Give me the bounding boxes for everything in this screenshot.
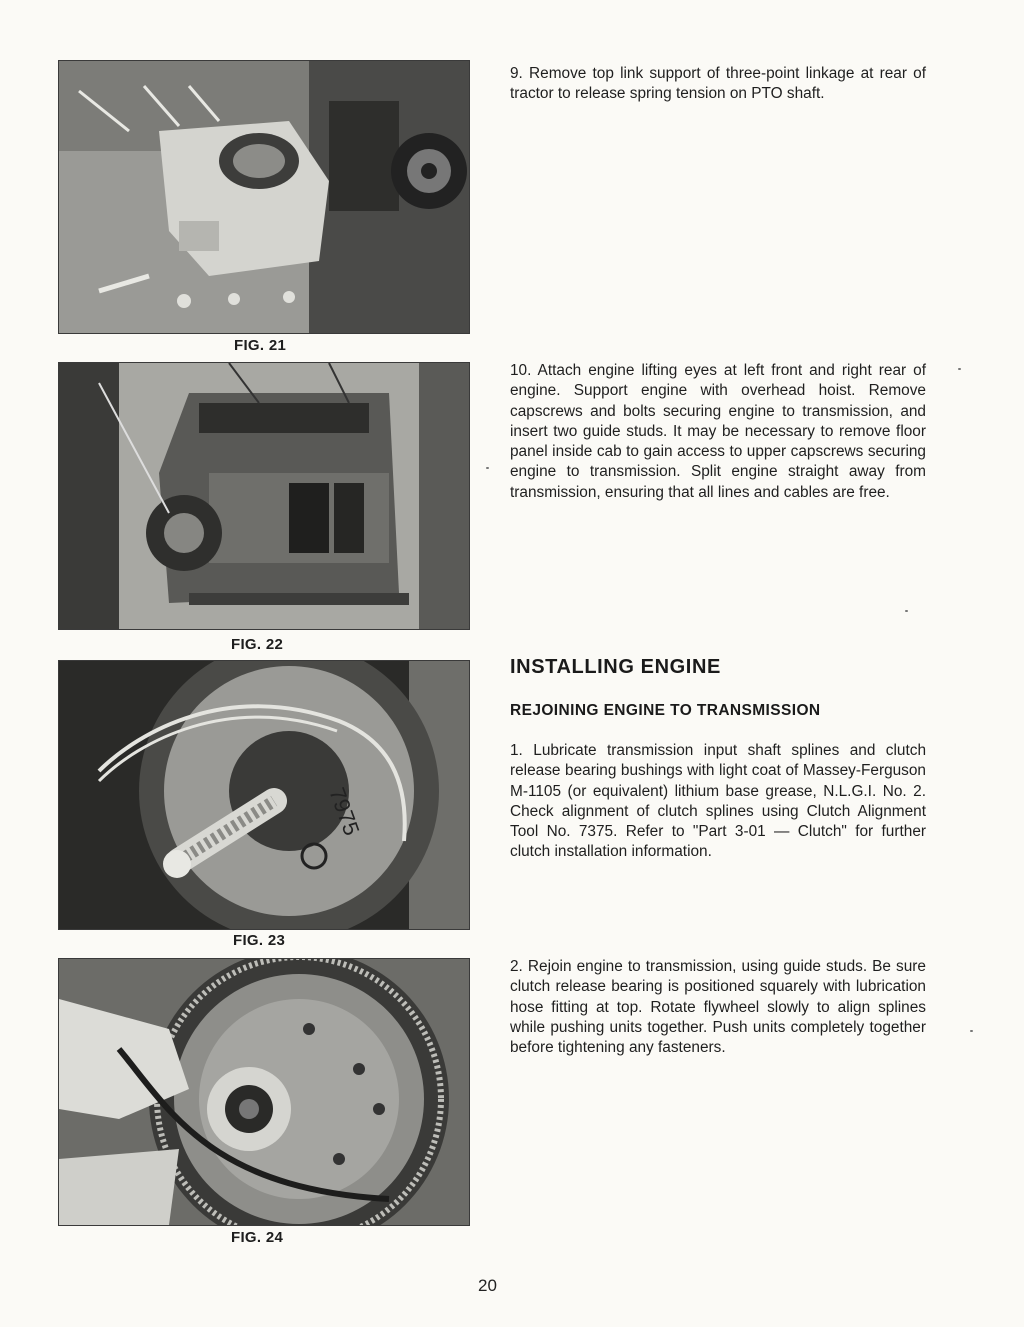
fig-23-caption: FIG. 23 xyxy=(233,932,286,949)
fig-22-photo xyxy=(58,362,470,630)
svg-text:7975: 7975 xyxy=(324,784,365,839)
scan-speck xyxy=(905,610,908,612)
fig-21-photo xyxy=(58,60,470,334)
step-10-text: 10. Attach engine lifting eyes at left front and right rear of engine. Support engine with overhead hoist. Remove capscrews and bolts securing engine to transmission, and insert two guide studs. It may be necessary to remove floor panel inside cab to gain access to upper capscrews securing engine to transmission. Split engine straight away from transmission, ensuring that all lines and cables are free. xyxy=(510,362,926,501)
scan-speck xyxy=(970,1030,973,1032)
fig-22-caption: FIG. 22 xyxy=(231,636,284,653)
page-number: 20 xyxy=(478,1276,497,1295)
step-1-text: 1. Lubricate transmission input shaft splines and clutch release bearing bushings with light coat of Massey-Ferguson M-1105 (or equivalent) lithium base grease, N.L.G.I. No. 2. Check alignment of clutch splines using Clutch Alignment Tool No. 7375. Refer to "Part 3-01 — Clutch" for further clutch installation information. xyxy=(510,742,926,861)
step-9-text: 9. Remove top link support of three-point linkage at rear of tractor to release spring tension on PTO shaft. xyxy=(510,65,926,103)
fig-24-caption: FIG. 24 xyxy=(231,1229,284,1246)
step-2-text: 2. Rejoin engine to transmission, using guide studs. Be sure clutch release bearing is positioned squarely with lubrication hose fitting at top. Rotate flywheel slowly to align splines while pushing units together. Push units completely together before tightening any fasteners. xyxy=(510,958,926,1057)
section-title: INSTALLING ENGINE xyxy=(510,656,721,678)
fig-21-caption: FIG. 21 xyxy=(234,337,287,354)
fig-24-photo xyxy=(58,958,470,1226)
scan-speck xyxy=(958,368,961,370)
scan-speck xyxy=(486,467,489,469)
section-subtitle: REJOINING ENGINE TO TRANSMISSION xyxy=(510,702,821,719)
fig-23-photo xyxy=(58,660,470,930)
